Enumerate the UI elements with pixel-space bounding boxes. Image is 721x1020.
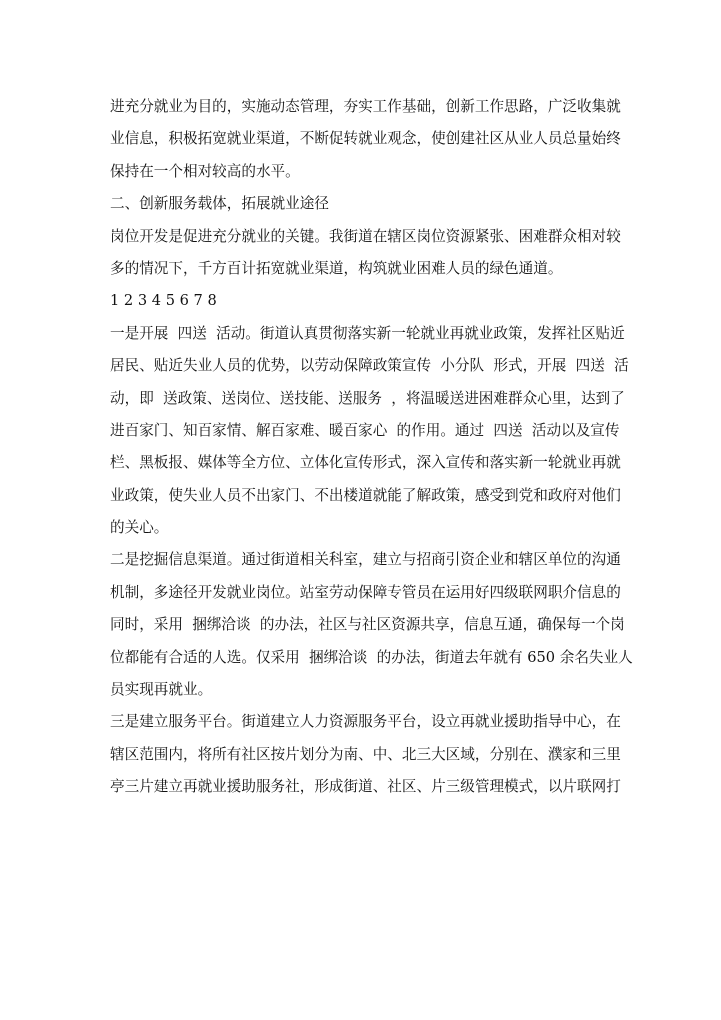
text-line: 业信息，积极拓宽就业渠道，不断促转就业观念，使创建社区从业人员总量始终 <box>110 130 621 148</box>
text-line: 机制，多途径开发就业岗位。站室劳动保障专管员在运用好四级联网职介信息的 <box>110 583 621 601</box>
paragraph-service-platform <box>110 706 621 803</box>
text-line: 保持在一个相对较高的水平。 <box>110 162 300 180</box>
paragraph-job-development <box>110 221 621 286</box>
text-line: 进充分就业为目的，实施动态管理，夯实工作基础，创新工作思路，广泛收集就 <box>110 98 621 115</box>
text-line: 多的情况下，千方百计拓宽就业渠道，构筑就业困难人员的绿色通道。 <box>110 259 563 277</box>
text-line: 一是开展 四送 活动。街道认真贯彻落实新一轮就业再就业政策，发挥社区贴近 <box>110 324 625 342</box>
number-sequence <box>110 285 615 317</box>
text-line: 进百家门、知百家情、解百家难、暖百家心 的作用。通过 四送 活动以及宣传 <box>110 421 620 439</box>
number-line: 1 2 3 4 5 6 7 8 <box>110 292 217 310</box>
text-line: 的关心。 <box>110 519 169 537</box>
text-line: 岗位开发是促进充分就业的关键。我街道在辖区岗位资源紧张、困难群众相对较 <box>110 227 621 245</box>
text-line: 同时，采用 捆绑洽谈 的办法，社区与社区资源共享，信息互通，确保每一个岗 <box>110 616 625 634</box>
text-line: 三是建立服务平台。街道建立人力资源服务平台，设立再就业援助指导中心，在 <box>110 713 621 731</box>
text-line: 亭三片建立再就业援助服务社，形成街道、社区、片三级管理模式，以片联网打 <box>110 778 621 796</box>
document-body <box>110 91 633 804</box>
text-line: 位都能有合适的人选。仅采用 捆绑洽谈 的办法，街道去年就有 650 余名失业人 <box>110 648 633 666</box>
paragraph-four-deliveries <box>110 318 629 545</box>
text-line: 居民、贴近失业人员的优势，以劳动保障政策宣传 小分队 形式，开展 四送 活 <box>110 357 629 375</box>
section-heading <box>110 188 615 220</box>
text-line: 栏、黑板报、媒体等全方位、立体化宣传形式，深入宣传和落实新一轮就业再就 <box>110 454 621 472</box>
paragraph-information-channels <box>110 544 633 706</box>
text-line: 辖区范围内，将所有社区按片划分为南、中、北三大区域，分别在、濮家和三里 <box>110 745 621 763</box>
text-line: 动，即 送政策、送岗位、送技能、送服务 ，将温暖送进困难群众心里，达到了 <box>110 389 625 407</box>
text-line: 二是挖掘信息渠道。通过街道相关科室，建立与招商引资企业和辖区单位的沟通 <box>110 551 621 569</box>
paragraph-intro <box>110 91 621 188</box>
text-line: 员实现再就业。 <box>110 681 213 699</box>
heading-text: 二、创新服务载体，拓展就业途径 <box>110 195 329 213</box>
text-line: 业政策，使失业人员不出家门、不出楼道就能了解政策，感受到党和政府对他们 <box>110 486 621 504</box>
